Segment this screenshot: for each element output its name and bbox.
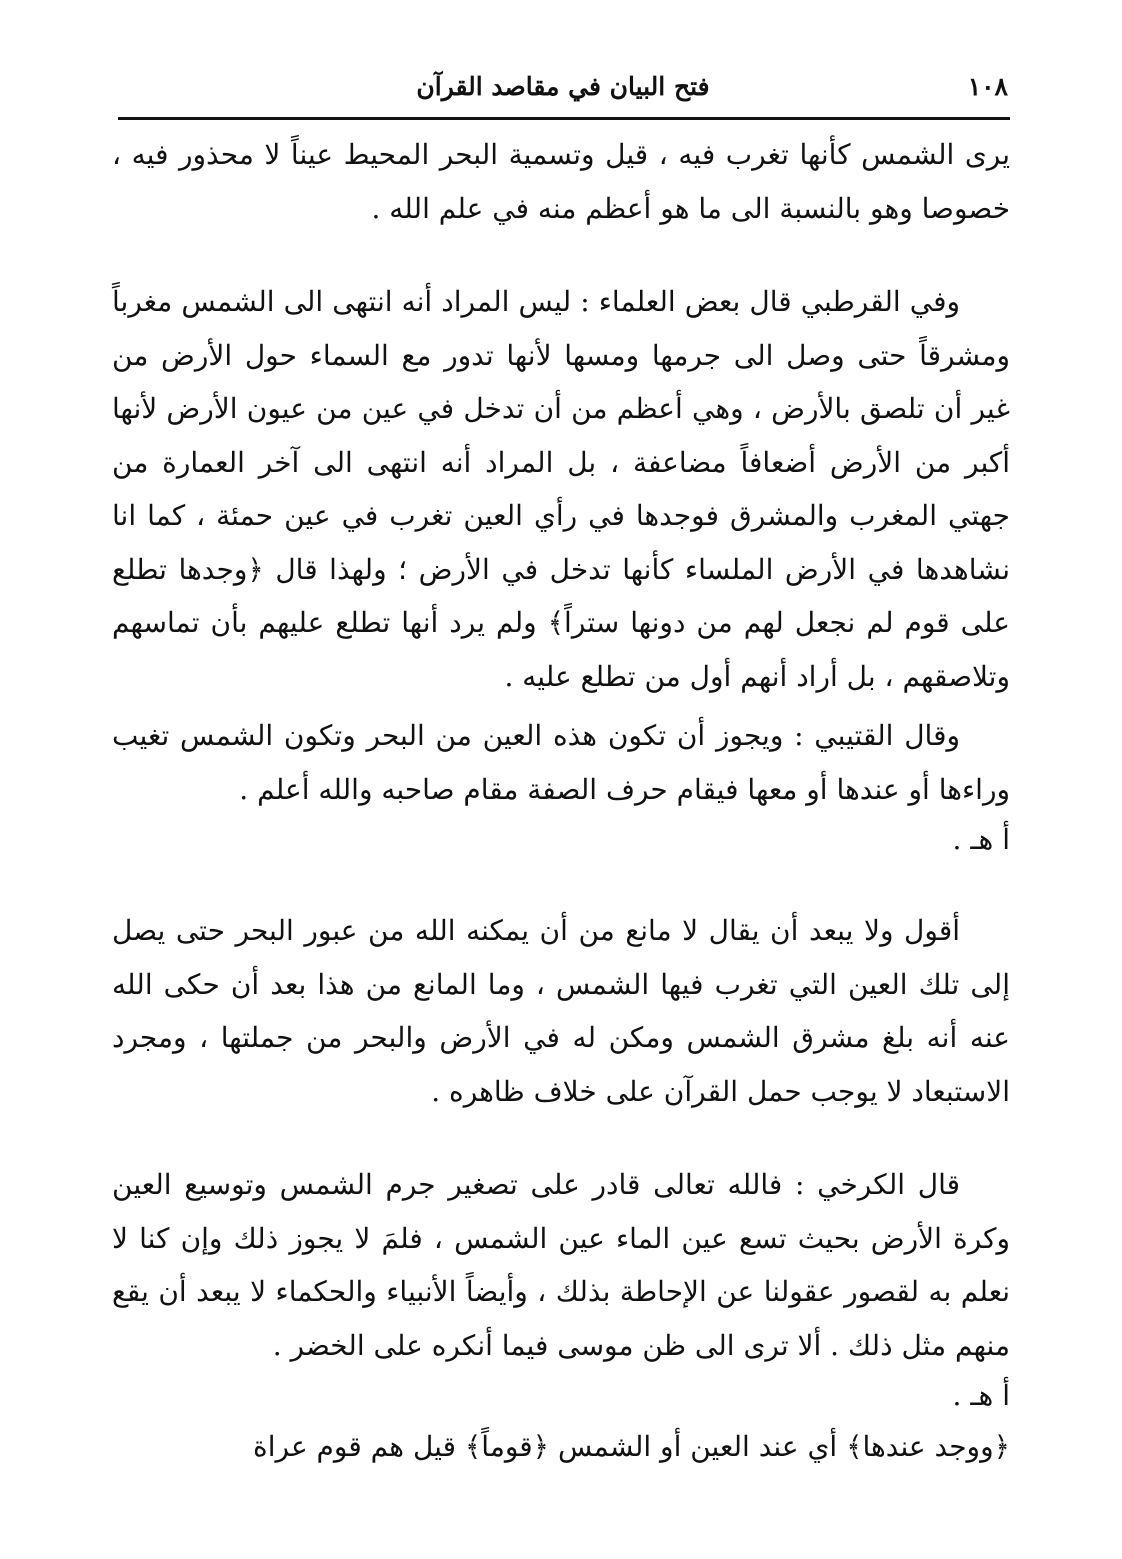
paragraph-2: وفي القرطبي قال بعض العلماء : ليس المراد أنه انتهى الى الشمس مغرباً ومشرقاً حتى وصل الى جرمها ومسها لأنها تدور مع السماء حول الأرض من غير أن تلصق بالأرض ، وهي أعظم من أن تدخل في عين من عيون الأرض لأنها أكبر من الأرض أضعافاً مضاعفة ، بل المراد أنه انتهى الى آخر العمارة من جهتي المغرب والمشرق فوجدها في رأي العين تغرب في عين حمئة ، كما انا نشاهدها في الأرض الملساء كأنها تدخل في الأرض ؛ ولهذا قال ﴿وجدها تطلع على قوم لم نجعل لهم من دونها ستراً﴾ ولم يرد أنها تطلع عليهم بأن تماسهم وتلاصقهم ، بل أراد أنهم أول من تطلع عليه . xyxy=(112,285,1011,693)
running-title: فتح البيان في مقاصد القرآن xyxy=(416,72,710,101)
page-header xyxy=(118,68,1008,114)
paragraph-1: يرى الشمس كأنها تغرب فيه ، قيل وتسمية البحر المحيط عيناً لا محذور فيه ، خصوصا وهو بالنسبة الى ما هو أعظم منه في علم الله . xyxy=(112,138,1010,225)
page-number: ١٠٨ xyxy=(967,72,1008,101)
paragraph-3: وقال القتيبي : ويجوز أن تكون هذه العين من البحر وتكون الشمس تغيب وراءها أو عندها أو معها فيقام حرف الصفة مقام صاحبه والله أعلم . xyxy=(112,719,1010,806)
paragraph-6: ﴿ووجد عندها﴾ أي عند العين أو الشمس ﴿قوماً﴾ قيل هم قوم عراة xyxy=(253,1430,1010,1463)
aha-mark-1: أ هـ . xyxy=(952,823,1010,856)
body-text xyxy=(112,128,1010,1474)
paragraph-4: أقول ولا يبعد أن يقال لا مانع من أن يمكنه الله من عبور البحر حتى يصل إلى تلك العين التي تغرب فيها الشمس ، وما المانع من هذا بعد أن حكى الله عنه أنه بلغ مشرق الشمس ومكن له في الأرض والبحر من جملتها ، ومجرد الاستبعاد لا يوجب حمل القرآن على خلاف ظاهره . xyxy=(112,914,1010,1108)
paragraph-5: قال الكرخي : فالله تعالى قادر على تصغير جرم الشمس وتوسيع العين وكرة الأرض بحيث تسع عين الماء عين الشمس ، فلمَ لا يجوز ذلك وإن كنا لا نعلم به لقصور عقولنا عن الإحاطة بذلك ، وأيضاً الأنبياء والحكماء لا يبعد أن يقع منهم مثل ذلك . ألا ترى الى ظن موسى فيما أنكره على الخضر . xyxy=(112,1168,1011,1362)
header-rule xyxy=(118,117,1010,120)
aha-mark-2: أ هـ . xyxy=(952,1379,1010,1412)
